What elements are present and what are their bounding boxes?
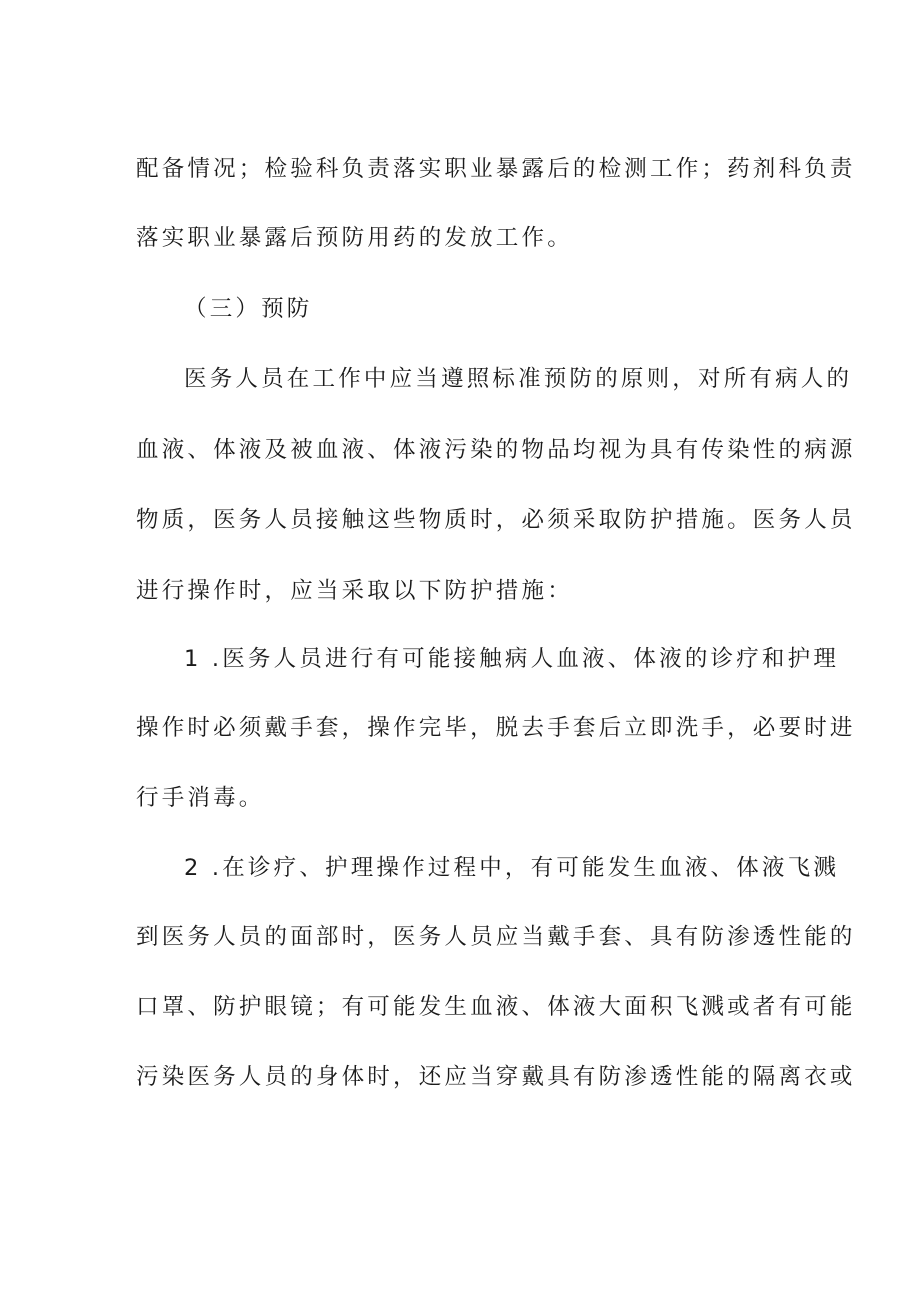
list-item-2-line-2: 到医务人员的面部时，医务人员应当戴手套、具有防渗透性能的 [136,924,856,950]
list-item-2-line-1: 2 .在诊疗、护理操作过程中，有可能发生血液、体液飞溅 [184,855,840,881]
text-line-6: 物质，医务人员接触这些物质时，必须采取防护措施。医务人员 [136,507,856,533]
list-item-1-line-2: 操作时必须戴手套，操作完毕，脱去手套后立即洗手，必要时进 [136,715,856,741]
text-line-7: 进行操作时，应当采取以下防护措施： [136,578,573,604]
list-item-2-line-4: 污染医务人员的身体时，还应当穿戴具有防渗透性能的隔离衣或 [136,1064,856,1090]
text-line-2: 落实职业暴露后预防用药的发放工作。 [136,225,573,251]
text-line-1: 配备情况；检验科负责落实职业暴露后的检测工作；药剂科负责 [136,156,856,182]
list-item-1-line-3: 行手消毒。 [136,785,265,811]
section-heading: （三）预防 [184,296,313,322]
list-item-2-line-3: 口罩、防护眼镜；有可能发生血液、体液大面积飞溅或者有可能 [136,994,856,1020]
list-item-1-line-1: 1 .医务人员进行有可能接触病人血液、体液的诊疗和护理 [184,646,840,672]
text-line-4: 医务人员在工作中应当遵照标准预防的原则，对所有病人的 [184,366,853,392]
text-line-5: 血液、体液及被血液、体液污染的物品均视为具有传染性的病源 [136,437,856,463]
